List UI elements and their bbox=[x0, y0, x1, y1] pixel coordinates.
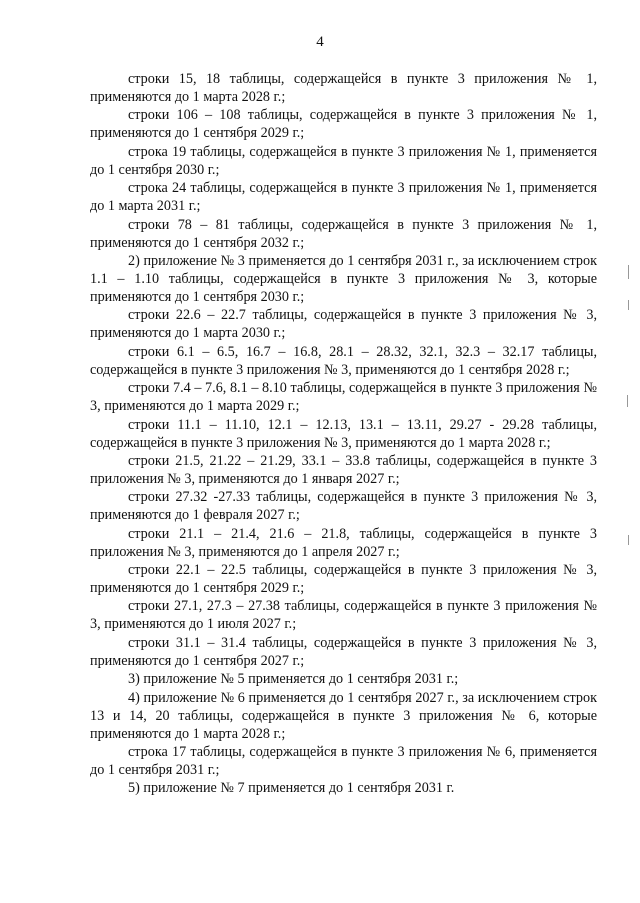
page-number: 4 bbox=[316, 34, 324, 50]
paragraph: 5) приложение № 7 применяется до 1 сентября 2031 г. bbox=[128, 780, 455, 797]
paragraph: строка 24 таблицы, содержащейся в пункте 3 приложения № 1, применяется до 1 марта 2031 г.; bbox=[90, 180, 597, 215]
paragraph: 3) приложение № 5 применяется до 1 сентября 2031 г.; bbox=[128, 671, 459, 688]
scan-artifact bbox=[627, 395, 628, 407]
paragraph: 4) приложение № 6 применяется до 1 сентября 2027 г., за исключением строк 13 и 14, 20 таблицы, содержащейся в пункте 3 приложения № 6, которые применяются до 1 марта 2028 г.; bbox=[90, 689, 597, 742]
paragraph: строки 21.5, 21.22 – 21.29, 33.1 – 33.8 таблицы, содержащейся в пункте 3 приложения № 3, применяются до 1 января 2027 г.; bbox=[90, 452, 597, 487]
paragraph: строки 6.1 – 6.5, 16.7 – 16.8, 28.1 – 28.32, 32.1, 32.3 – 32.17 таблицы, содержащейся в пункте 3 приложения № 3, применяются до 1 сентября 2028 г.; bbox=[90, 343, 597, 378]
paragraph: строки 7.4 – 7.6, 8.1 – 8.10 таблицы, содержащейся в пункте 3 приложения № 3, применяются до 1 марта 2029 г.; bbox=[90, 380, 597, 415]
paragraph: строки 21.1 – 21.4, 21.6 – 21.8, таблицы, содержащейся в пункте 3 приложения № 3, применяются до 1 апреля 2027 г.; bbox=[90, 525, 597, 560]
document-body bbox=[90, 70, 597, 798]
scan-artifact bbox=[628, 535, 629, 545]
paragraph: строка 19 таблицы, содержащейся в пункте 3 приложения № 1, применяется до 1 сентября 2030 г.; bbox=[90, 143, 597, 178]
paragraph: строки 11.1 – 11.10, 12.1 – 12.13, 13.1 – 13.11, 29.27 - 29.28 таблицы, содержащейся в пункте 3 приложения № 3, применяются до 1 марта 2028 г.; bbox=[90, 416, 597, 451]
scan-artifact bbox=[628, 265, 629, 279]
scan-artifact bbox=[628, 300, 629, 310]
paragraph: строки 15, 18 таблицы, содержащейся в пункте 3 приложения № 1, применяются до 1 марта 2028 г.; bbox=[90, 71, 597, 105]
paragraph: строки 27.1, 27.3 – 27.38 таблицы, содержащейся в пункте 3 приложения № 3, применяются до 1 июля 2027 г.; bbox=[90, 598, 597, 633]
paragraph: строки 106 – 108 таблицы, содержащейся в пункте 3 приложения № 1, применяются до 1 сентября 2029 г.; bbox=[90, 107, 597, 142]
paragraph: строки 27.32 -27.33 таблицы, содержащейся в пункте 3 приложения № 3, применяются до 1 февраля 2027 г.; bbox=[90, 489, 597, 524]
paragraph: строки 22.1 – 22.5 таблицы, содержащейся в пункте 3 приложения № 3, применяются до 1 сентября 2029 г.; bbox=[90, 562, 597, 597]
paragraph: 2) приложение № 3 применяется до 1 сентября 2031 г., за исключением строк 1.1 – 1.10 таблицы, содержащейся в пункте 3 приложения № 3, которые применяются до 1 сентября 2030 г.; bbox=[90, 252, 597, 305]
paragraph: строки 22.6 – 22.7 таблицы, содержащейся в пункте 3 приложения № 3, применяются до 1 марта 2030 г.; bbox=[90, 307, 597, 342]
paragraph: строка 17 таблицы, содержащейся в пункте 3 приложения № 6, применяется до 1 сентября 2031 г.; bbox=[90, 744, 597, 779]
paragraph: строки 78 – 81 таблицы, содержащейся в пункте 3 приложения № 1, применяются до 1 сентября 2032 г.; bbox=[90, 216, 597, 251]
paragraph: строки 31.1 – 31.4 таблицы, содержащейся в пункте 3 приложения № 3, применяются до 1 сентября 2027 г.; bbox=[90, 634, 597, 669]
